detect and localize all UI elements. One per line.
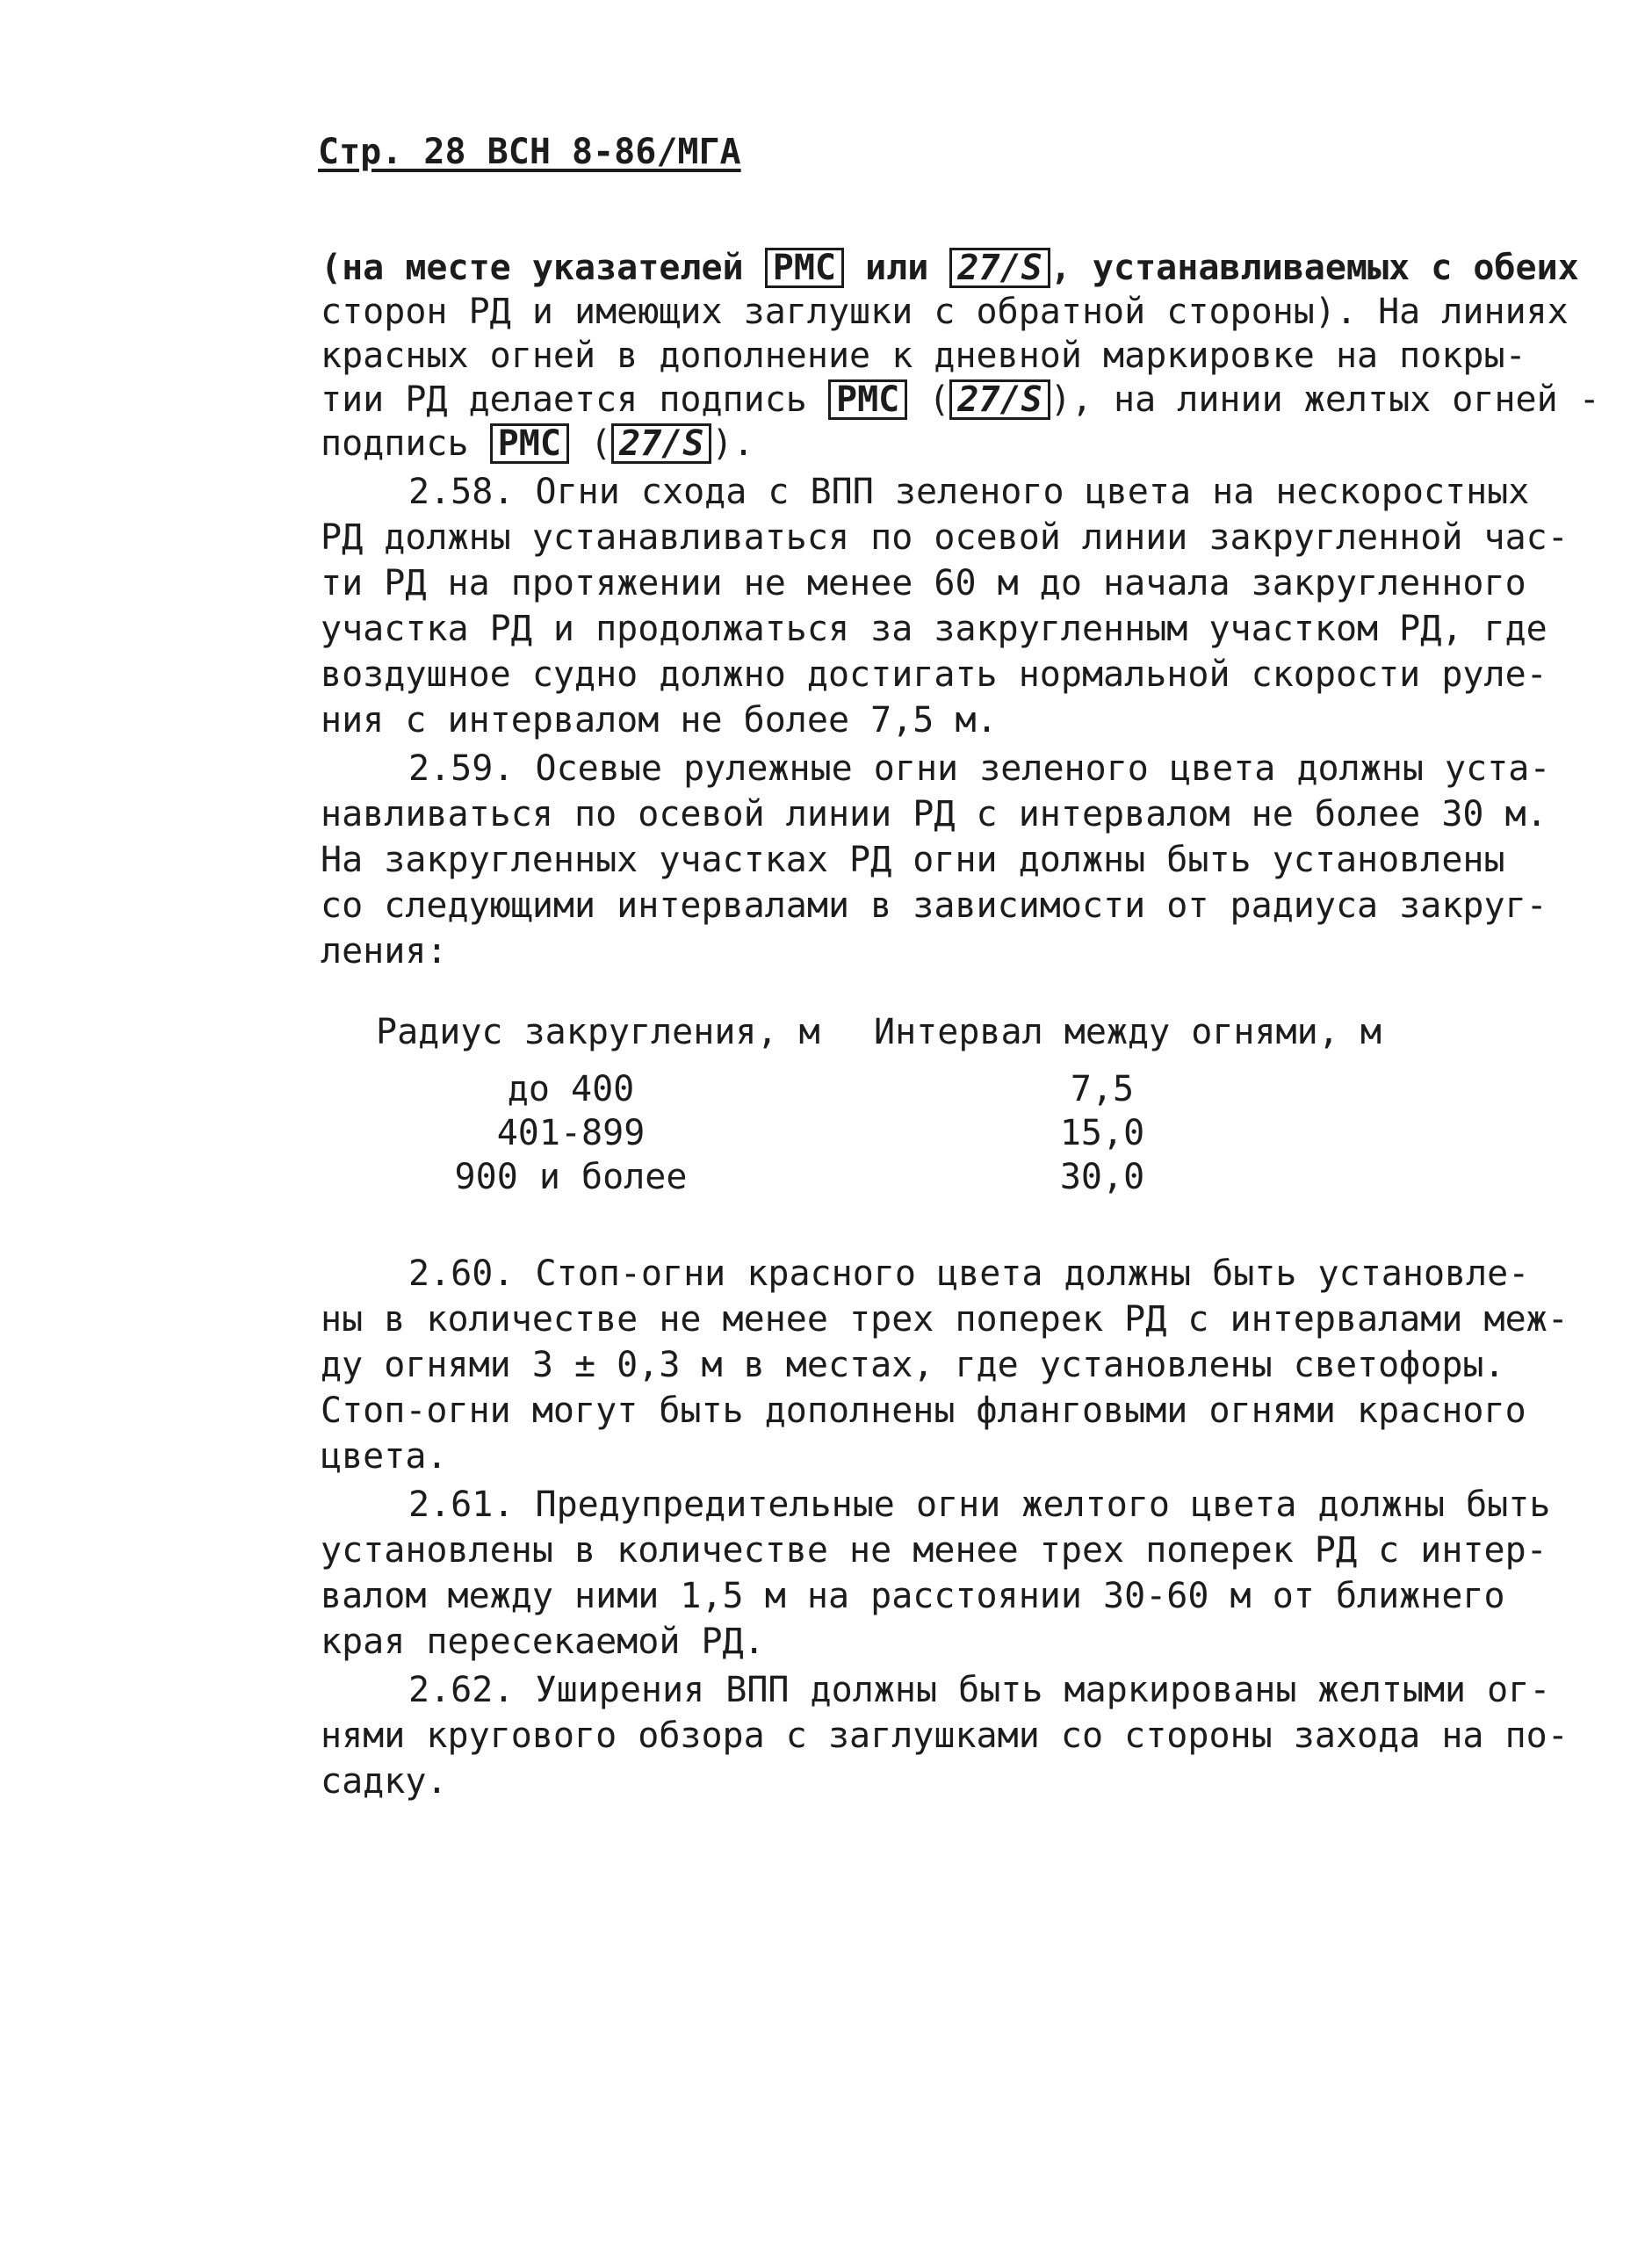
- para-2-58-line: воздушное судно должно достигать нормальной скорости руле-: [321, 654, 1547, 695]
- sign-box-rms-3: РМС: [490, 423, 569, 464]
- para-2-59-line: со следующими интервалами в зависимости от радиуса закруг-: [321, 885, 1547, 926]
- text-fragment: (: [928, 379, 950, 420]
- sign-box-rwy-2: 27/S: [949, 379, 1050, 420]
- table-header-radius: Радиус закругления, м: [376, 1012, 820, 1052]
- para-2-61-line: края пересекаемой РД.: [321, 1622, 765, 1662]
- para-2-62-line: 2.62. Уширения ВПП должны быть маркированы желтыми ог-: [408, 1670, 1551, 1710]
- para-2-61-line: установлены в количестве не менее трех поперек РД с интер-: [321, 1530, 1547, 1571]
- text-fragment: или: [865, 248, 929, 288]
- sign-box-rms-2: РМС: [828, 379, 907, 420]
- page-header: Стр. 28 ВСН 8-86/МГА: [318, 132, 741, 172]
- para-2-59-line: ления:: [321, 931, 448, 972]
- para-2-58-line: РД должны устанавливаться по осевой линии закругленной час-: [321, 517, 1569, 558]
- para-2-60-line: цвета.: [321, 1436, 448, 1477]
- table-cell-interval: 30,0: [1059, 1157, 1145, 1197]
- para-top-line-1: [321, 246, 1579, 290]
- para-2-58-line: ти РД на протяжении не менее 60 м до начала закругленного: [321, 563, 1526, 603]
- text-fragment: тии РД делается подпись: [321, 379, 807, 420]
- para-top-line-3: красных огней в дополнение к дневной маркировке на покры-: [321, 336, 1526, 376]
- text-fragment: , устанавливаемых с обеих: [1050, 248, 1579, 288]
- para-2-58-line: ния с интервалом не более 7,5 м.: [321, 700, 998, 740]
- para-2-59-line: навливаться по осевой линии РД с интервалом не более 30 м.: [321, 794, 1547, 834]
- text-fragment: ).: [711, 423, 754, 464]
- table-cell-interval: 7,5: [1070, 1069, 1135, 1109]
- para-2-60-line: ны в количестве не менее трех поперек РД с интервалами меж-: [321, 1299, 1569, 1340]
- table-cell-radius: 900 и более: [454, 1157, 688, 1197]
- text-fragment: (: [590, 423, 612, 464]
- para-2-60-line: Стоп-огни могут быть дополнены фланговыми огнями красного: [321, 1391, 1526, 1431]
- table-cell-radius: 401-899: [496, 1113, 646, 1153]
- para-2-59-line: На закругленных участках РД огни должны быть установлены: [321, 840, 1505, 880]
- para-top-line-5: [321, 422, 1396, 466]
- para-2-62-line: нями кругового обзора с заглушками со стороны захода на по-: [321, 1716, 1569, 1756]
- text-fragment: подпись: [321, 423, 469, 464]
- text-fragment: (на месте указателей: [321, 248, 744, 288]
- table-cell-radius: до 400: [507, 1069, 635, 1109]
- table-cell-interval: 15,0: [1059, 1113, 1145, 1153]
- para-2-60-line: ду огнями 3 ± 0,3 м в местах, где установлены светофоры.: [321, 1345, 1505, 1385]
- para-2-58-line: участка РД и продолжаться за закругленным участком РД, где: [321, 609, 1547, 649]
- para-2-62-line: садку.: [321, 1761, 448, 1802]
- text-fragment: ), на линии желтых огней -: [1050, 379, 1600, 420]
- para-2-61-line: валом между ними 1,5 м на расстоянии 30-60 м от ближнего: [321, 1576, 1505, 1616]
- sign-box-rms: РМС: [765, 248, 844, 288]
- para-2-60-line: 2.60. Стоп-огни красного цвета должны быть установле-: [408, 1253, 1530, 1294]
- sign-box-rwy: 27/S: [949, 248, 1050, 288]
- sign-box-rwy-3: 27/S: [611, 423, 711, 464]
- para-2-59-line: 2.59. Осевые рулежные огни зеленого цвета должны уста-: [408, 748, 1551, 789]
- para-top-line-2: сторон РД и имеющих заглушки с обратной стороны). На линиях: [321, 292, 1569, 332]
- para-top-line-4: [321, 378, 1600, 422]
- para-2-58-line: 2.58. Огни схода с ВПП зеленого цвета на нескоростных: [408, 472, 1530, 512]
- table-header-interval: Интервал между огнями, м: [874, 1012, 1381, 1052]
- para-2-61-line: 2.61. Предупредительные огни желтого цвета должны быть: [408, 1485, 1551, 1525]
